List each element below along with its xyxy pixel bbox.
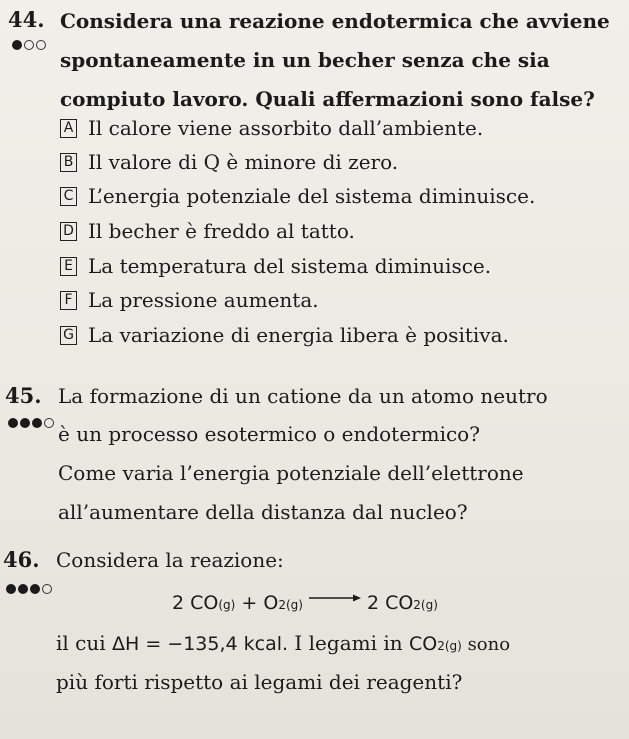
reaction-equation [172,592,438,614]
option-text: Il becher è freddo al tatto. [88,219,355,243]
plus-sign: + [235,592,264,614]
delta-h-value: ΔH = −135,4 kcal. [112,633,289,655]
difficulty-dots [6,584,52,594]
option-d[interactable] [60,219,355,243]
question-text-line: Considera una reazione endotermica che avviene [60,9,610,33]
question-number: 44. [8,7,45,32]
question-text-line: spontaneamente in un becher senza che sia [60,48,550,72]
difficulty-dot-empty [24,40,34,50]
question-text-line: Come varia l’energia potenziale dell’elettrone [58,461,524,485]
species-co2: CO [408,633,438,655]
option-text: Il valore di Q è minore di zero. [88,150,399,174]
option-g[interactable] [60,323,509,347]
difficulty-dot-empty [42,584,52,594]
option-text: La pressione aumenta. [88,288,319,312]
difficulty-dot-filled [30,584,40,594]
difficulty-dot-filled [12,40,22,50]
state-label: (g) [218,598,236,612]
state-label: 2(g) [278,598,303,612]
question-text-line: Considera la reazione: [56,548,284,572]
question-text-line: La formazione di un catione da un atomo neutro [58,384,548,408]
option-letter-box: E [60,257,77,276]
text-fragment: il cui [56,631,112,655]
difficulty-dot-empty [36,40,46,50]
question-text-line [56,631,510,655]
option-text: La temperatura del sistema diminuisce. [88,254,492,278]
option-letter-box: F [60,291,77,310]
option-e[interactable] [60,254,491,278]
option-text: Il calore viene assorbito dall’ambiente. [88,116,484,140]
difficulty-dot-filled [20,418,30,428]
text-fragment: I legami in [288,631,409,655]
difficulty-dot-filled [32,418,42,428]
question-number: 46. [3,547,40,572]
reactant-o2: O [263,592,279,614]
difficulty-dot-filled [8,418,18,428]
option-letter-box: C [60,187,77,206]
option-text: L’energia potenziale del sistema diminuisce. [88,184,536,208]
difficulty-dots [12,40,46,50]
reactant-co: 2 CO [172,592,219,614]
question-text-line: all’aumentare della distanza dal nucleo? [58,500,468,524]
option-a[interactable] [60,116,483,140]
option-text: La variazione di energia libera è positiva. [88,323,509,347]
option-letter-box: D [60,222,77,241]
option-letter-box: B [60,153,77,172]
reaction-arrow-icon [309,592,361,604]
state-label: 2(g) [437,639,462,653]
question-number: 45. [5,383,42,408]
difficulty-dot-empty [44,418,54,428]
state-label: 2(g) [413,598,438,612]
option-b[interactable] [60,150,398,174]
difficulty-dots [8,418,54,428]
option-letter-box: A [60,119,77,138]
option-c[interactable] [60,184,535,208]
difficulty-dot-filled [6,584,16,594]
difficulty-dot-filled [18,584,28,594]
option-letter-box: G [60,326,77,345]
question-text-line: è un processo esotermico o endotermico? [58,422,480,446]
product-co2: 2 CO [366,592,414,614]
question-text-line: più forti rispetto ai legami dei reagenti? [56,670,463,694]
text-fragment: sono [461,634,511,655]
question-text-line: compiuto lavoro. Quali affermazioni sono false? [60,87,595,111]
option-f[interactable] [60,288,319,312]
